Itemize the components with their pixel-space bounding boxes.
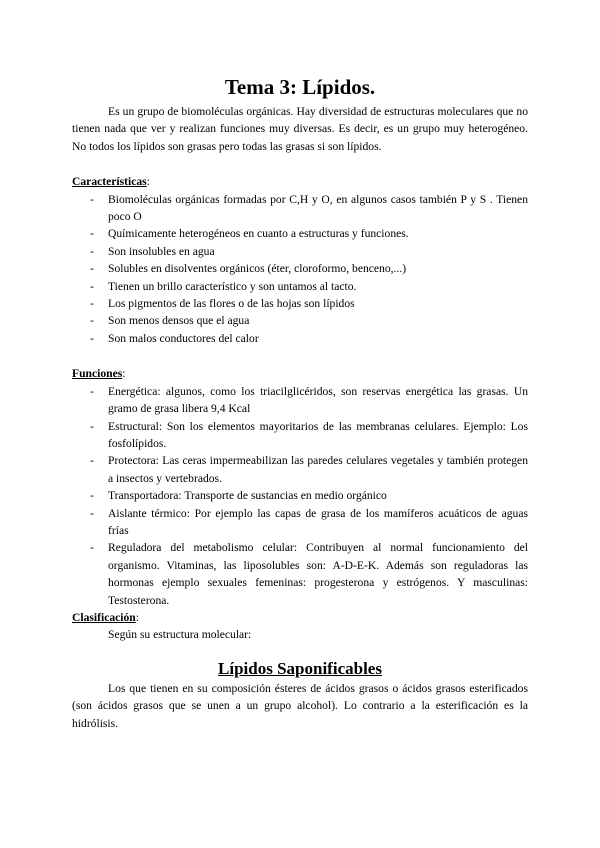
heading-colon: : xyxy=(146,175,150,189)
caracteristicas-list xyxy=(72,191,528,348)
list-item: - Protectora: Las ceras impermeabilizan las paredes celulares vegetales y también protegen a insectos y vertebrados. xyxy=(72,452,528,487)
clasificacion-text: Según su estructura molecular: xyxy=(108,628,252,642)
list-item: - Aislante térmico: Por ejemplo las capas de grasa de los mamíferos acuáticos de aguas frías xyxy=(72,505,528,540)
list-item: - Tienen un brillo característico y son untamos al tacto. xyxy=(72,278,528,295)
list-item: - Los pigmentos de las flores o de las hojas son lípidos xyxy=(72,295,528,312)
clasificacion-section xyxy=(72,609,528,626)
saponificables-heading: Lípidos Saponificables xyxy=(218,658,382,678)
caracteristicas-heading: Características xyxy=(72,175,147,189)
list-item: - Solubles en disolventes orgánicos (éter, cloroformo, benceno,...) xyxy=(72,260,528,277)
list-item: - Químicamente heterogéneos en cuanto a estructuras y funciones. xyxy=(72,225,528,242)
list-item: - Biomoléculas orgánicas formadas por C,H y O, en algunos casos también P y S . Tienen poco O xyxy=(72,191,528,226)
list-item: - Estructural: Son los elementos mayoritarios de las membranas celulares. Ejemplo: Los fosfolípidos. xyxy=(72,418,528,453)
list-item: - Transportadora: Transporte de sustancias en medio orgánico xyxy=(72,487,528,504)
funciones-list xyxy=(72,383,528,609)
list-item: - Son malos conductores del calor xyxy=(72,330,528,347)
intro-paragraph: Es un grupo de biomoléculas orgánicas. Hay diversidad de estructuras moleculares que no tienen nada que ver y realizan funciones muy diversas. Es decir, es un grupo muy heterogéneo. No todos los lípidos son grasas pero todas las grasas si son lípidos. xyxy=(72,105,528,153)
caracteristicas-section xyxy=(72,173,528,190)
list-item: - Son insolubles en agua xyxy=(72,243,528,260)
list-item: - Reguladora del metabolismo celular: Contribuyen al normal funcionamiento del organismo. Vitaminas, las liposolubles son: A-D-E-K. Además son reguladoras las hormonas ejemplo sexuales femeninas: progesterona y estrógenos. Y masculinas: Testosterona. xyxy=(72,539,528,609)
document-page xyxy=(72,74,528,732)
funciones-heading: Funciones xyxy=(72,367,123,381)
page-title: Tema 3: Lípidos. xyxy=(224,75,376,99)
list-item: - Energética: algunos, como los triacilglicéridos, son reservas energética las grasas. Un gramo de grasa libera 9,4 Kcal xyxy=(72,383,528,418)
saponificables-paragraph: Los que tienen en su composición ésteres de ácidos grasos o ácidos grasos esterificados (son ácidos grasos que se unen a un grupo alcohol). Lo contrario a la esterificación es la hidrólisis. xyxy=(72,681,528,730)
heading-colon: : xyxy=(122,367,126,381)
heading-colon: : xyxy=(135,610,139,624)
funciones-section xyxy=(72,365,528,382)
clasificacion-heading: Clasificación xyxy=(72,610,136,624)
list-item: - Son menos densos que el agua xyxy=(72,312,528,329)
